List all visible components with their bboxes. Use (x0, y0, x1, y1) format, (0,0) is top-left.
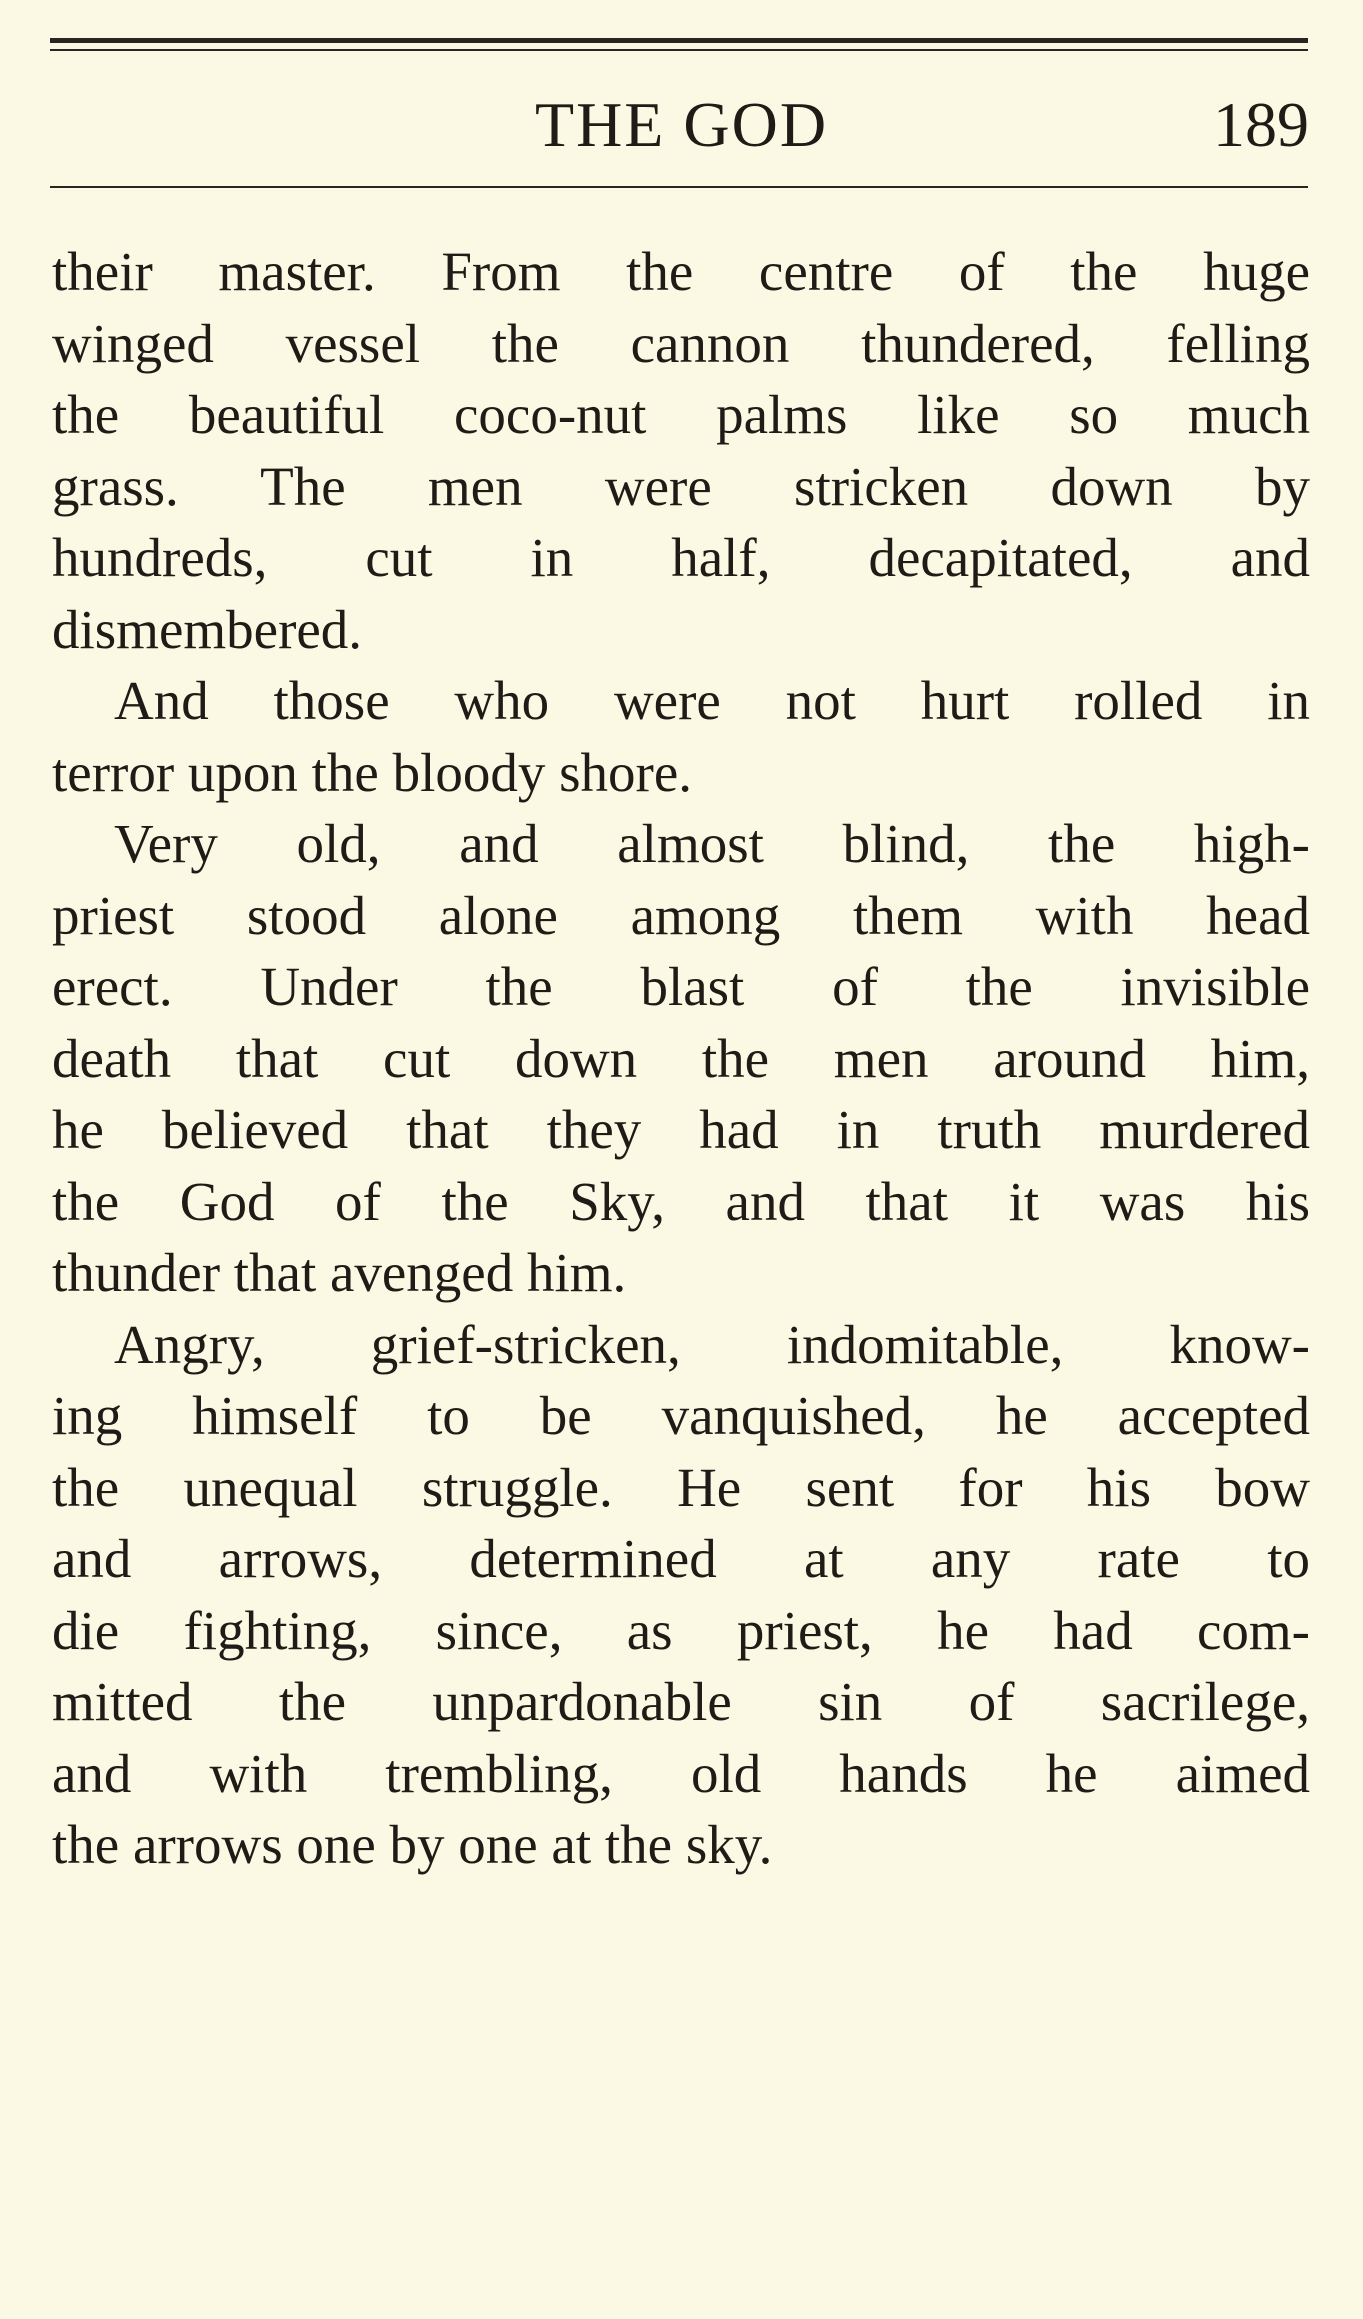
text-line: dismembered. (52, 598, 363, 660)
text-line: the beautiful coco-nut palms like so much (52, 384, 1310, 445)
paragraph-2 (52, 665, 1310, 808)
paragraph-3 (52, 808, 1310, 1309)
text-line: the unequal struggle. He sent for his bow (52, 1456, 1310, 1518)
paragraph-1 (52, 236, 1310, 665)
text-line: And those who were not hurt rolled in (114, 670, 1310, 731)
text-line: priest stood alone among them with head (52, 884, 1310, 946)
header-rule-top-thick (50, 38, 1308, 43)
text-line: the arrows one by one at the sky. (52, 1814, 773, 1875)
body-text (52, 236, 1310, 1881)
paragraph-4 (52, 1309, 1310, 1881)
text-line: Very old, and almost blind, the high- (114, 813, 1310, 874)
text-line: ing himself to be vanquished, he accepted (52, 1385, 1310, 1446)
text-line: erect. Under the blast of the invisible (52, 956, 1310, 1017)
page-number: 189 (1213, 89, 1309, 160)
text-line: death that cut down the men around him, (52, 1027, 1310, 1089)
text-line: their master. From the centre of the huge (52, 241, 1310, 302)
running-title: THE GOD (534, 89, 829, 160)
header-rule-top-thin (50, 49, 1308, 51)
text-line: Angry, grief-stricken, indomitable, know- (114, 1313, 1310, 1375)
text-line: he believed that they had in truth murdered (52, 1099, 1310, 1160)
text-line: hundreds, cut in half, decapitated, and (52, 527, 1310, 588)
text-line: terror upon the bloody shore. (52, 741, 692, 803)
text-line: thunder that avenged him. (52, 1242, 627, 1303)
text-line: mitted the unpardonable sin of sacrilege, (52, 1671, 1310, 1732)
text-line: the God of the Sky, and that it was his (52, 1170, 1310, 1232)
text-line: and arrows, determined at any rate to (52, 1528, 1310, 1589)
text-line: die fighting, since, as priest, he had com- (52, 1599, 1310, 1661)
header-rule-bottom (50, 186, 1308, 188)
text-line: winged vessel the cannon thundered, felling (52, 312, 1310, 374)
text-line: grass. The men were stricken down by (52, 455, 1310, 517)
text-line: and with trembling, old hands he aimed (52, 1742, 1310, 1804)
